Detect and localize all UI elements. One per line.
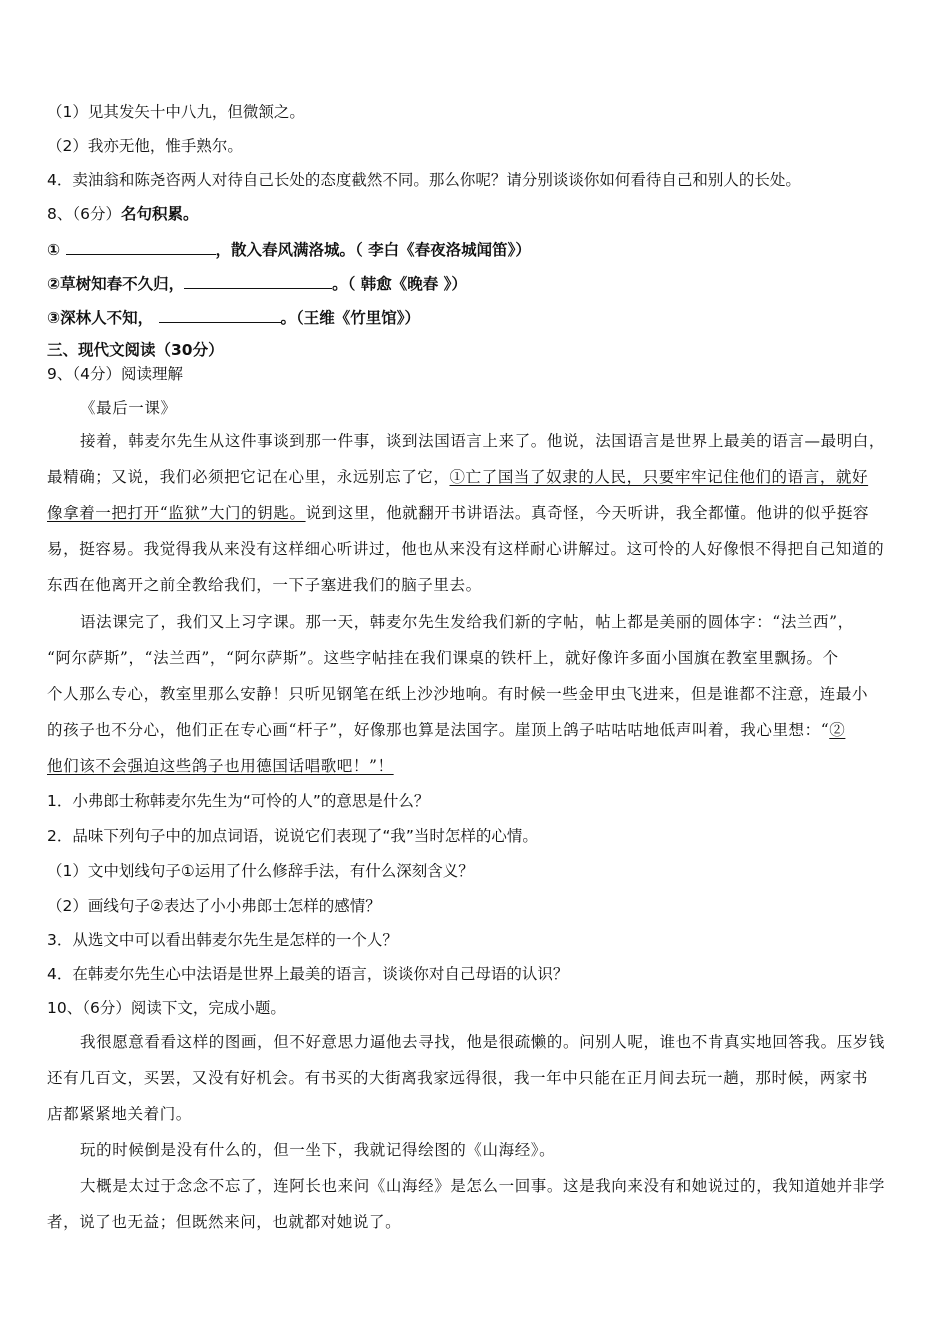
q9-question-3: 3．从选文中可以看出韩麦尔先生是怎样的一个人？	[47, 931, 398, 949]
q9-p2-line4	[47, 720, 845, 740]
q9-p1-line2	[47, 467, 868, 487]
q8-line1-num: ①	[47, 241, 61, 259]
q8-line3-after: 。（王维《竹里馆》）	[280, 309, 421, 327]
q8-line1-after: ，散入春风满洛城。（ 李白《春夜洛城闻笛》）	[215, 241, 531, 259]
q10-p1-line3: 店都紧紧地关着门。	[47, 1105, 192, 1123]
q9-question-2: 2．品味下列句子中的加点词语，说说它们表现了“我”当时怎样的心情。	[47, 827, 538, 845]
q9-underlined-sentence-2b: 他们该不会强迫这些鸽子也用德国话唱歌吧！”！	[47, 757, 394, 775]
q9-p1-line1: 接着，韩麦尔先生从这件事谈到那一件事，谈到法国语言上来了。他说，法国语言是世界上最美的语言—最明白，	[80, 432, 886, 450]
q8-header-title: 名句积累。	[120, 205, 199, 223]
q8-line2-before: ②草树知春不久归，	[47, 275, 185, 293]
q8-header-num: 8、（6分）	[47, 205, 121, 223]
q10-p1-line2: 还有几百文，买罢，又没有好机会。有书买的大街离我家远得很，我一年中只能在正月间去玩一趟，那时候，两家书	[47, 1069, 869, 1087]
q8-blank-2[interactable]	[184, 272, 332, 289]
q9-p2-line1: 语法课完了，我们又上习字课。那一天，韩麦尔先生发给我们新的字帖，帖上都是美丽的圆体字：“法兰西”，	[80, 613, 854, 631]
q9-question-2-1: （1）文中划线句子①运用了什么修辞手法，有什么深刻含义？	[47, 862, 474, 880]
q9-p2-line2: “阿尔萨斯”，“法兰西”，“阿尔萨斯”。这些字帖挂在我们课桌的铁杆上，就好像许多面小国旗在教室里飘扬。个	[47, 649, 839, 667]
q8-line2	[47, 272, 467, 294]
q8-blank-3[interactable]	[159, 306, 281, 323]
q9-p1-line4: 易，挺容易。我觉得我从来没有这样细心听讲过，他也从来没有这样耐心讲解过。这可怜的人好像恨不得把自己知道的	[47, 540, 885, 558]
q7-item4: 4．卖油翁和陈尧咨两人对待自己长处的态度截然不同。那么你呢？请分别谈谈你如何看待自己和别人的长处。	[47, 171, 801, 189]
q9-p1-line3b: 说到这里，他就翻开书讲语法。真奇怪，今天听讲，我全都懂。他讲的似乎挺容	[305, 504, 870, 522]
q9-header: 9、（4分）阅读理解	[47, 365, 183, 383]
q9-p2-line5	[47, 756, 394, 776]
q9-question-4: 4．在韩麦尔先生心中法语是世界上最美的语言，谈谈你对自己母语的认识？	[47, 965, 569, 983]
q9-underlined-sentence-1b: 像拿着一把打开“监狱”大门的钥匙。	[47, 504, 306, 522]
q10-header: 10、（6分）阅读下文，完成小题。	[47, 999, 286, 1017]
q9-p2-line3: 个人那么专心，教室里那么安静！只听见钢笔在纸上沙沙地响。有时候一些金甲虫飞进来，但是谁都不注意，连最小	[47, 685, 869, 703]
section3-title: 三、现代文阅读（30分）	[47, 341, 224, 359]
q7-sub2: （2）我亦无他，惟手熟尔。	[47, 137, 243, 155]
q10-p3-line2: 者，说了也无益；但既然来问，也就都对她说了。	[47, 1213, 402, 1231]
q8-line1	[47, 238, 531, 260]
q10-p3-line1: 大概是太过于念念不忘了，连阿长也来问《山海经》是怎么一回事。这是我向来没有和她说过的，我知道她并非学	[80, 1177, 886, 1195]
q9-p2-line4a: 的孩子也不分心，他们正在专心画“杆子”，好像那也算是法国字。崖顶上鸽子咕咕咕地低声叫着，我心里想：“	[47, 721, 830, 739]
q8-blank-1[interactable]	[66, 238, 216, 255]
q8-line3	[47, 306, 420, 328]
q9-p1-line2a: 最精确；又说，我们必须把它记在心里，永远别忘了它，	[47, 468, 450, 486]
q8-header	[47, 204, 199, 224]
q10-p1-line1: 我很愿意看看这样的图画，但不好意思力逼他去寻找，他是很疏懒的。问别人呢，谁也不肯真实地回答我。压岁钱	[80, 1033, 886, 1051]
q9-underlined-sentence-1a: ①亡了国当了奴隶的人民，只要牢牢记住他们的语言，就好	[449, 468, 869, 486]
q9-p1-line3	[47, 503, 869, 523]
q8-line2-after: 。（ 韩愈《晚春 》）	[332, 275, 467, 293]
q9-underlined-sentence-2a: ②	[829, 721, 846, 739]
q9-passage-title: 《最后一课》	[80, 399, 177, 417]
q9-question-2-2: （2）画线句子②表达了小小弗郎士怎样的感情？	[47, 897, 381, 915]
q10-p2: 玩的时候倒是没有什么的，但一坐下，我就记得绘图的《山海经》。	[80, 1141, 556, 1159]
q8-line3-before: ③深林人不知，	[47, 309, 154, 327]
q9-question-1: 1．小弗郎士称韩麦尔先生为“可怜的人”的意思是什么？	[47, 792, 430, 810]
q9-p1-line5: 东西在他离开之前全教给我们，一下子塞进我们的脑子里去。	[47, 576, 482, 594]
q7-sub1: （1）见其发矢十中八九，但微颔之。	[47, 103, 305, 121]
